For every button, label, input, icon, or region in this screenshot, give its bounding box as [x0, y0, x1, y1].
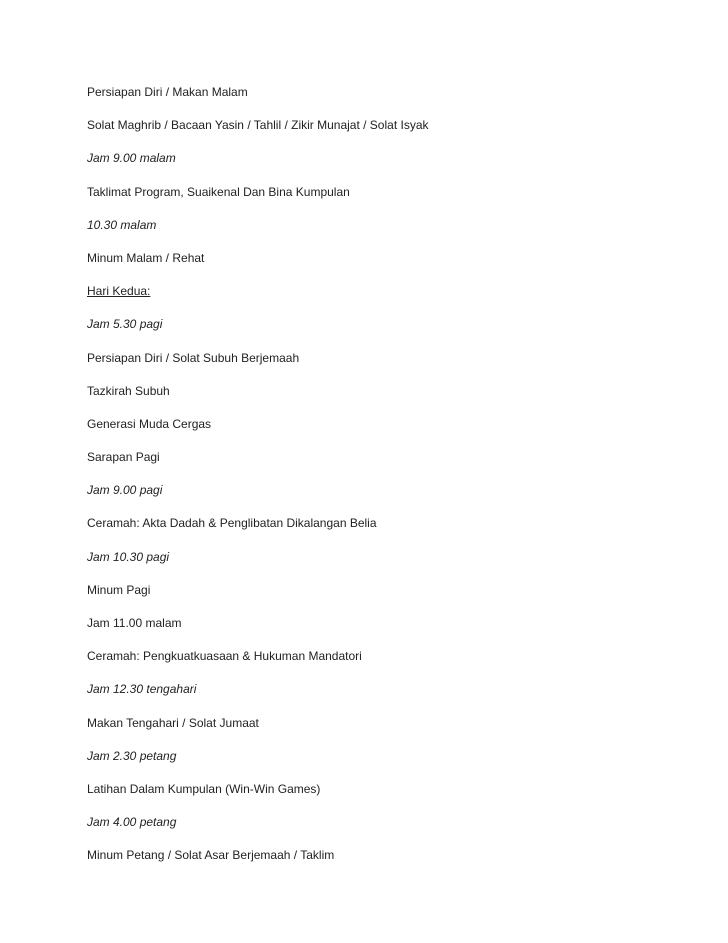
time-line: Jam 4.00 petang [87, 815, 177, 830]
activity-line: Ceramah: Pengkuatkuasaan & Hukuman Mandatori [87, 649, 362, 664]
activity-line: Makan Tengahari / Solat Jumaat [87, 715, 259, 730]
activity-line: Tazkirah Subuh [87, 383, 170, 398]
time-line: Jam 12.30 tengahari [87, 682, 197, 697]
activity-line: Minum Pagi [87, 582, 151, 597]
document-page [87, 85, 687, 882]
time-line: Jam 10.30 pagi [87, 549, 170, 564]
activity-line: Ceramah: Akta Dadah & Penglibatan Dikalangan Belia [87, 516, 377, 531]
time-line: Jam 9.00 malam [87, 151, 176, 166]
activity-line: Persiapan Diri / Solat Subuh Berjemaah [87, 350, 300, 365]
time-line: Jam 2.30 petang [87, 748, 177, 763]
activity-line: Latihan Dalam Kumpulan (Win-Win Games) [87, 781, 321, 796]
activity-line: Generasi Muda Cergas [87, 416, 212, 431]
time-line: Jam 11.00 malam [87, 616, 182, 630]
time-line: Jam 5.30 pagi [87, 317, 163, 332]
activity-line: Sarapan Pagi [87, 450, 160, 465]
time-line: 10.30 malam [87, 217, 157, 232]
activity-line: Persiapan Diri / Makan Malam [87, 85, 248, 99]
day-heading: Hari Kedua: [87, 284, 151, 299]
activity-line: Minum Malam / Rehat [87, 250, 205, 265]
activity-line: Taklimat Program, Suaikenal Dan Bina Kumpulan [87, 184, 350, 199]
activity-line: Solat Maghrib / Bacaan Yasin / Tahlil / Zikir Munajat / Solat Isyak [87, 118, 429, 133]
activity-line: Minum Petang / Solat Asar Berjemaah / Taklim [87, 848, 335, 863]
time-line: Jam 9.00 pagi [87, 483, 163, 498]
